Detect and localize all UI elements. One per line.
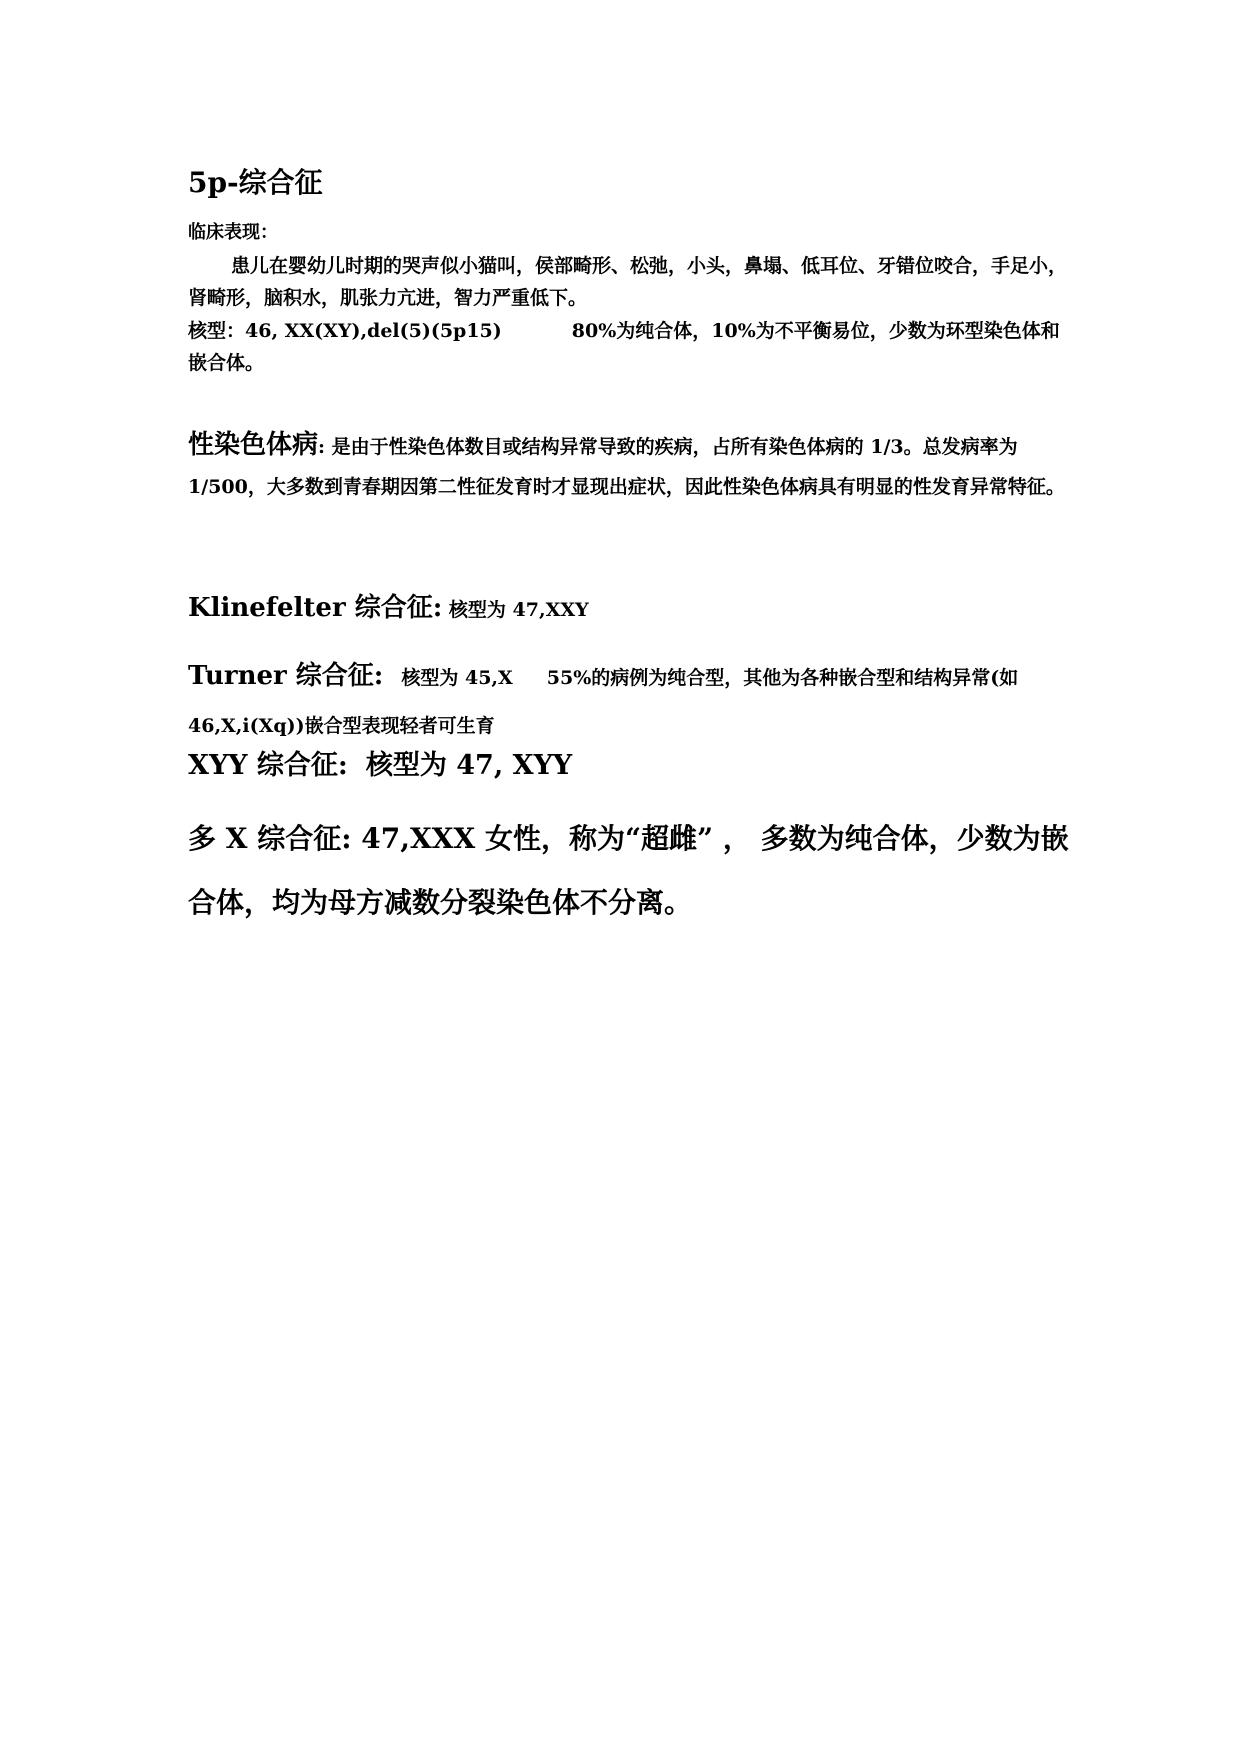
- multi-x-paragraph: 多 X 综合征: 47,XXX 女性，称为“超雌” ， 多数为纯合体，少数为嵌合体，均为母方减数分裂染色体不分离。: [188, 822, 1069, 919]
- sex-chromosome-heading: 性染色体病: [188, 430, 319, 460]
- sex-chromosome-paragraph: [188, 425, 1078, 507]
- klinefelter-text: 核型为 47,XXY: [442, 599, 589, 621]
- xyy-text: 核型为 47, XYY: [365, 750, 573, 781]
- cri-du-chat-ratio: 80%为纯合体，10%为不平衡易位，少数为环型染色体和嵌合体。: [188, 320, 1060, 374]
- cri-du-chat-description: 患儿在婴幼儿时期的哭声似小猫叫，侯部畸形、松弛，小头，鼻塌、低耳位、牙错位咬合，手足小，肾畸形，脑积水，肌张力亢进，智力严重低下。: [188, 255, 1068, 309]
- sex-chromosome-colon: :: [318, 436, 326, 458]
- turner-karyotype: 核型为 45,X: [401, 667, 513, 689]
- cri-du-chat-karyotype: 核型：46, XX(XY),del(5)(5p15): [188, 320, 502, 342]
- klinefelter-heading: Klinefelter 综合征:: [188, 593, 443, 623]
- xyy-heading: XYY 综合征:: [188, 750, 348, 781]
- cri-du-chat-heading: 5p-综合征: [188, 166, 323, 199]
- turner-paragraph: [188, 652, 1078, 750]
- klinefelter-paragraph: [188, 587, 1078, 624]
- turner-text: 55%的病例为纯合型，其他为各种嵌合型和结构异常(如 46,X,i(Xq))嵌合型表现轻者可生育: [188, 667, 1019, 737]
- clinical-label: 临床表现：: [188, 222, 278, 243]
- turner-heading: Turner 综合征:: [188, 661, 384, 691]
- xyy-paragraph: [188, 744, 1078, 788]
- sex-chromosome-text: 是由于性染色体数目或结构异常导致的疾病，占所有染色体病的 1/3。总发病率为 1/500，大多数到青春期因第二性征发育时才显现出症状，因此性染色体病具有明显的性发育异常特征。: [188, 436, 1065, 498]
- cri-du-chat-karyotype-paragraph: [188, 315, 1078, 379]
